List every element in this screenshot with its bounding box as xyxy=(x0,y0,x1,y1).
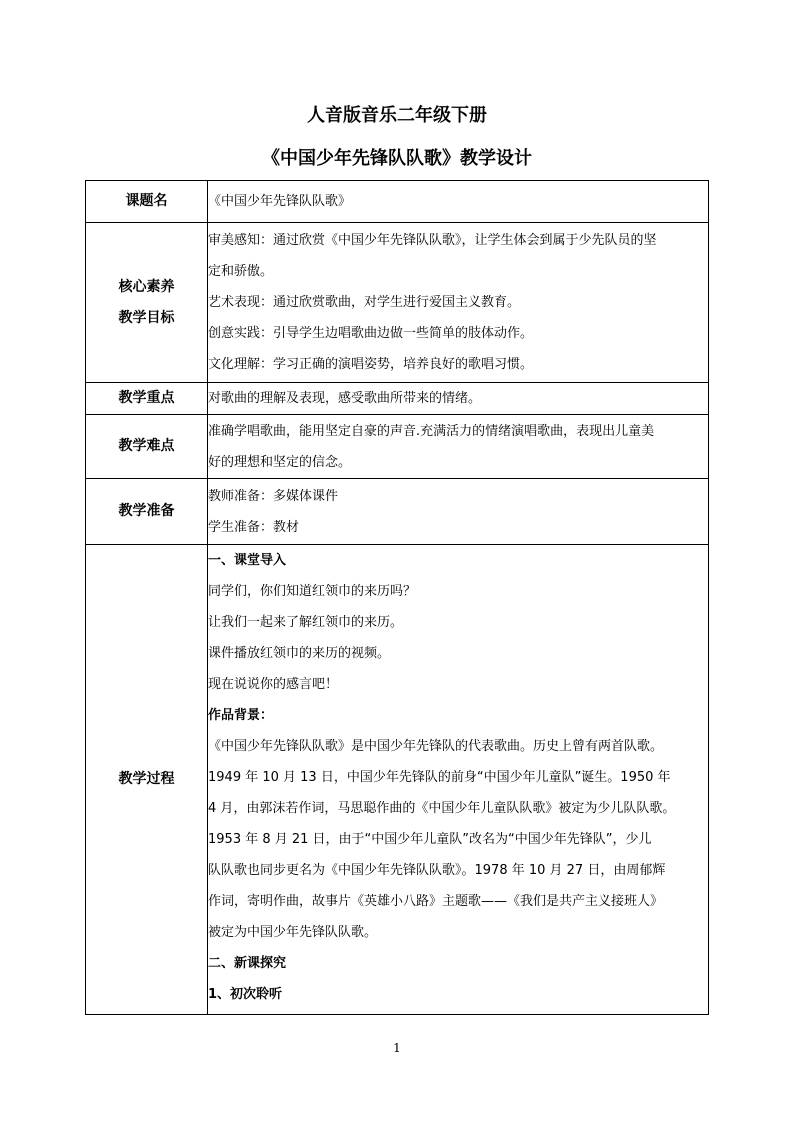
section-heading: 二、新课探究 xyxy=(208,956,287,971)
topic-text: 《中国少年先锋队队歌》 xyxy=(208,194,352,209)
intro-line: 现在说说你的感言吧！ xyxy=(208,677,339,692)
content-preparation xyxy=(208,479,709,545)
lesson-plan-table xyxy=(85,180,709,1015)
difficulties-line: 准确学唱歌曲，能用坚定自豪的声音.充满活力的情绪演唱歌曲，表现出儿童美 xyxy=(208,423,655,439)
label-key-points: 教学重点 xyxy=(86,383,208,415)
intro-line: 课件播放红领巾的来历的视频。 xyxy=(208,646,391,661)
goal-line: 艺术表现：通过欣赏歌曲，对学生进行爱国主义教育。 xyxy=(208,295,521,310)
intro-line: 同学们，你们知道红领巾的来历吗？ xyxy=(208,584,417,599)
section-heading: 一、课堂导入 xyxy=(208,553,287,568)
label-goals-line2: 教学目标 xyxy=(118,309,175,326)
background-line: 《中国少年先锋队队歌》是中国少年先锋队的代表歌曲。历史上曾有两首队歌。 xyxy=(208,739,664,754)
page-number: 1 xyxy=(393,1041,401,1055)
label-goals xyxy=(86,223,208,383)
background-line: 作词，寄明作曲，故事片《英雄小八路》主题歌——《我们是共产主义接班人》 xyxy=(208,894,664,909)
row-key-points xyxy=(86,383,709,415)
background-heading: 作品背景： xyxy=(208,708,274,723)
row-preparation xyxy=(86,479,709,545)
label-difficulties: 教学难点 xyxy=(86,415,208,479)
background-line: 4 月，由郭沫若作词，马思聪作曲的《中国少年儿童队队歌》被定为少儿队队歌。 xyxy=(208,801,676,816)
content-goals xyxy=(208,223,709,383)
content-key-points xyxy=(208,383,709,415)
subsection-heading: 1、初次聆听 xyxy=(208,987,283,1002)
preparation-line: 学生准备：教材 xyxy=(208,519,300,535)
goal-line: 文化理解：学习正确的演唱姿势，培养良好的歌唱习惯。 xyxy=(208,357,534,372)
label-preparation: 教学准备 xyxy=(86,479,208,545)
background-line: 队队歌也同步更名为《中国少年先锋队队歌》。1978 年 10 月 27 日，由周郁辉 xyxy=(208,863,666,878)
content-topic xyxy=(208,181,709,223)
document-subtitle: 《中国少年先锋队队歌》教学设计 xyxy=(262,148,532,169)
background-line: 1949 年 10 月 13 日，中国少年先锋队的前身“中国少年儿童队”诞生。1950 年 xyxy=(208,770,671,785)
background-line: 1953 年 8 月 21 日，由于“中国少年儿童队”改名为“中国少年先锋队”，少儿 xyxy=(208,832,652,847)
label-process: 教学过程 xyxy=(86,545,208,1015)
goal-line: 审美感知：通过欣赏《中国少年先锋队队歌》，让学生体会到属于少先队员的坚 xyxy=(208,233,657,248)
row-process xyxy=(86,545,709,1015)
content-process xyxy=(208,545,709,1015)
content-difficulties xyxy=(208,415,709,479)
goal-line: 创意实践：引导学生边唱歌曲边做一些简单的肢体动作。 xyxy=(208,326,534,341)
label-topic: 课题名 xyxy=(86,181,208,223)
preparation-line: 教师准备：多媒体课件 xyxy=(208,488,339,504)
key-points-text: 对歌曲的理解及表现，感受歌曲所带来的情绪。 xyxy=(208,391,482,406)
difficulties-line: 好的理想和坚定的信念。 xyxy=(208,454,352,470)
label-goals-line1: 核心素养 xyxy=(118,278,175,295)
background-line: 被定为中国少年先锋队队歌。 xyxy=(208,925,378,940)
row-goals xyxy=(86,223,709,383)
goal-line: 定和骄傲。 xyxy=(208,264,274,279)
row-difficulties xyxy=(86,415,709,479)
intro-line: 让我们一起来了解红领巾的来历。 xyxy=(208,615,404,630)
document-title: 人音版音乐二年级下册 xyxy=(307,105,487,126)
row-topic xyxy=(86,181,709,223)
